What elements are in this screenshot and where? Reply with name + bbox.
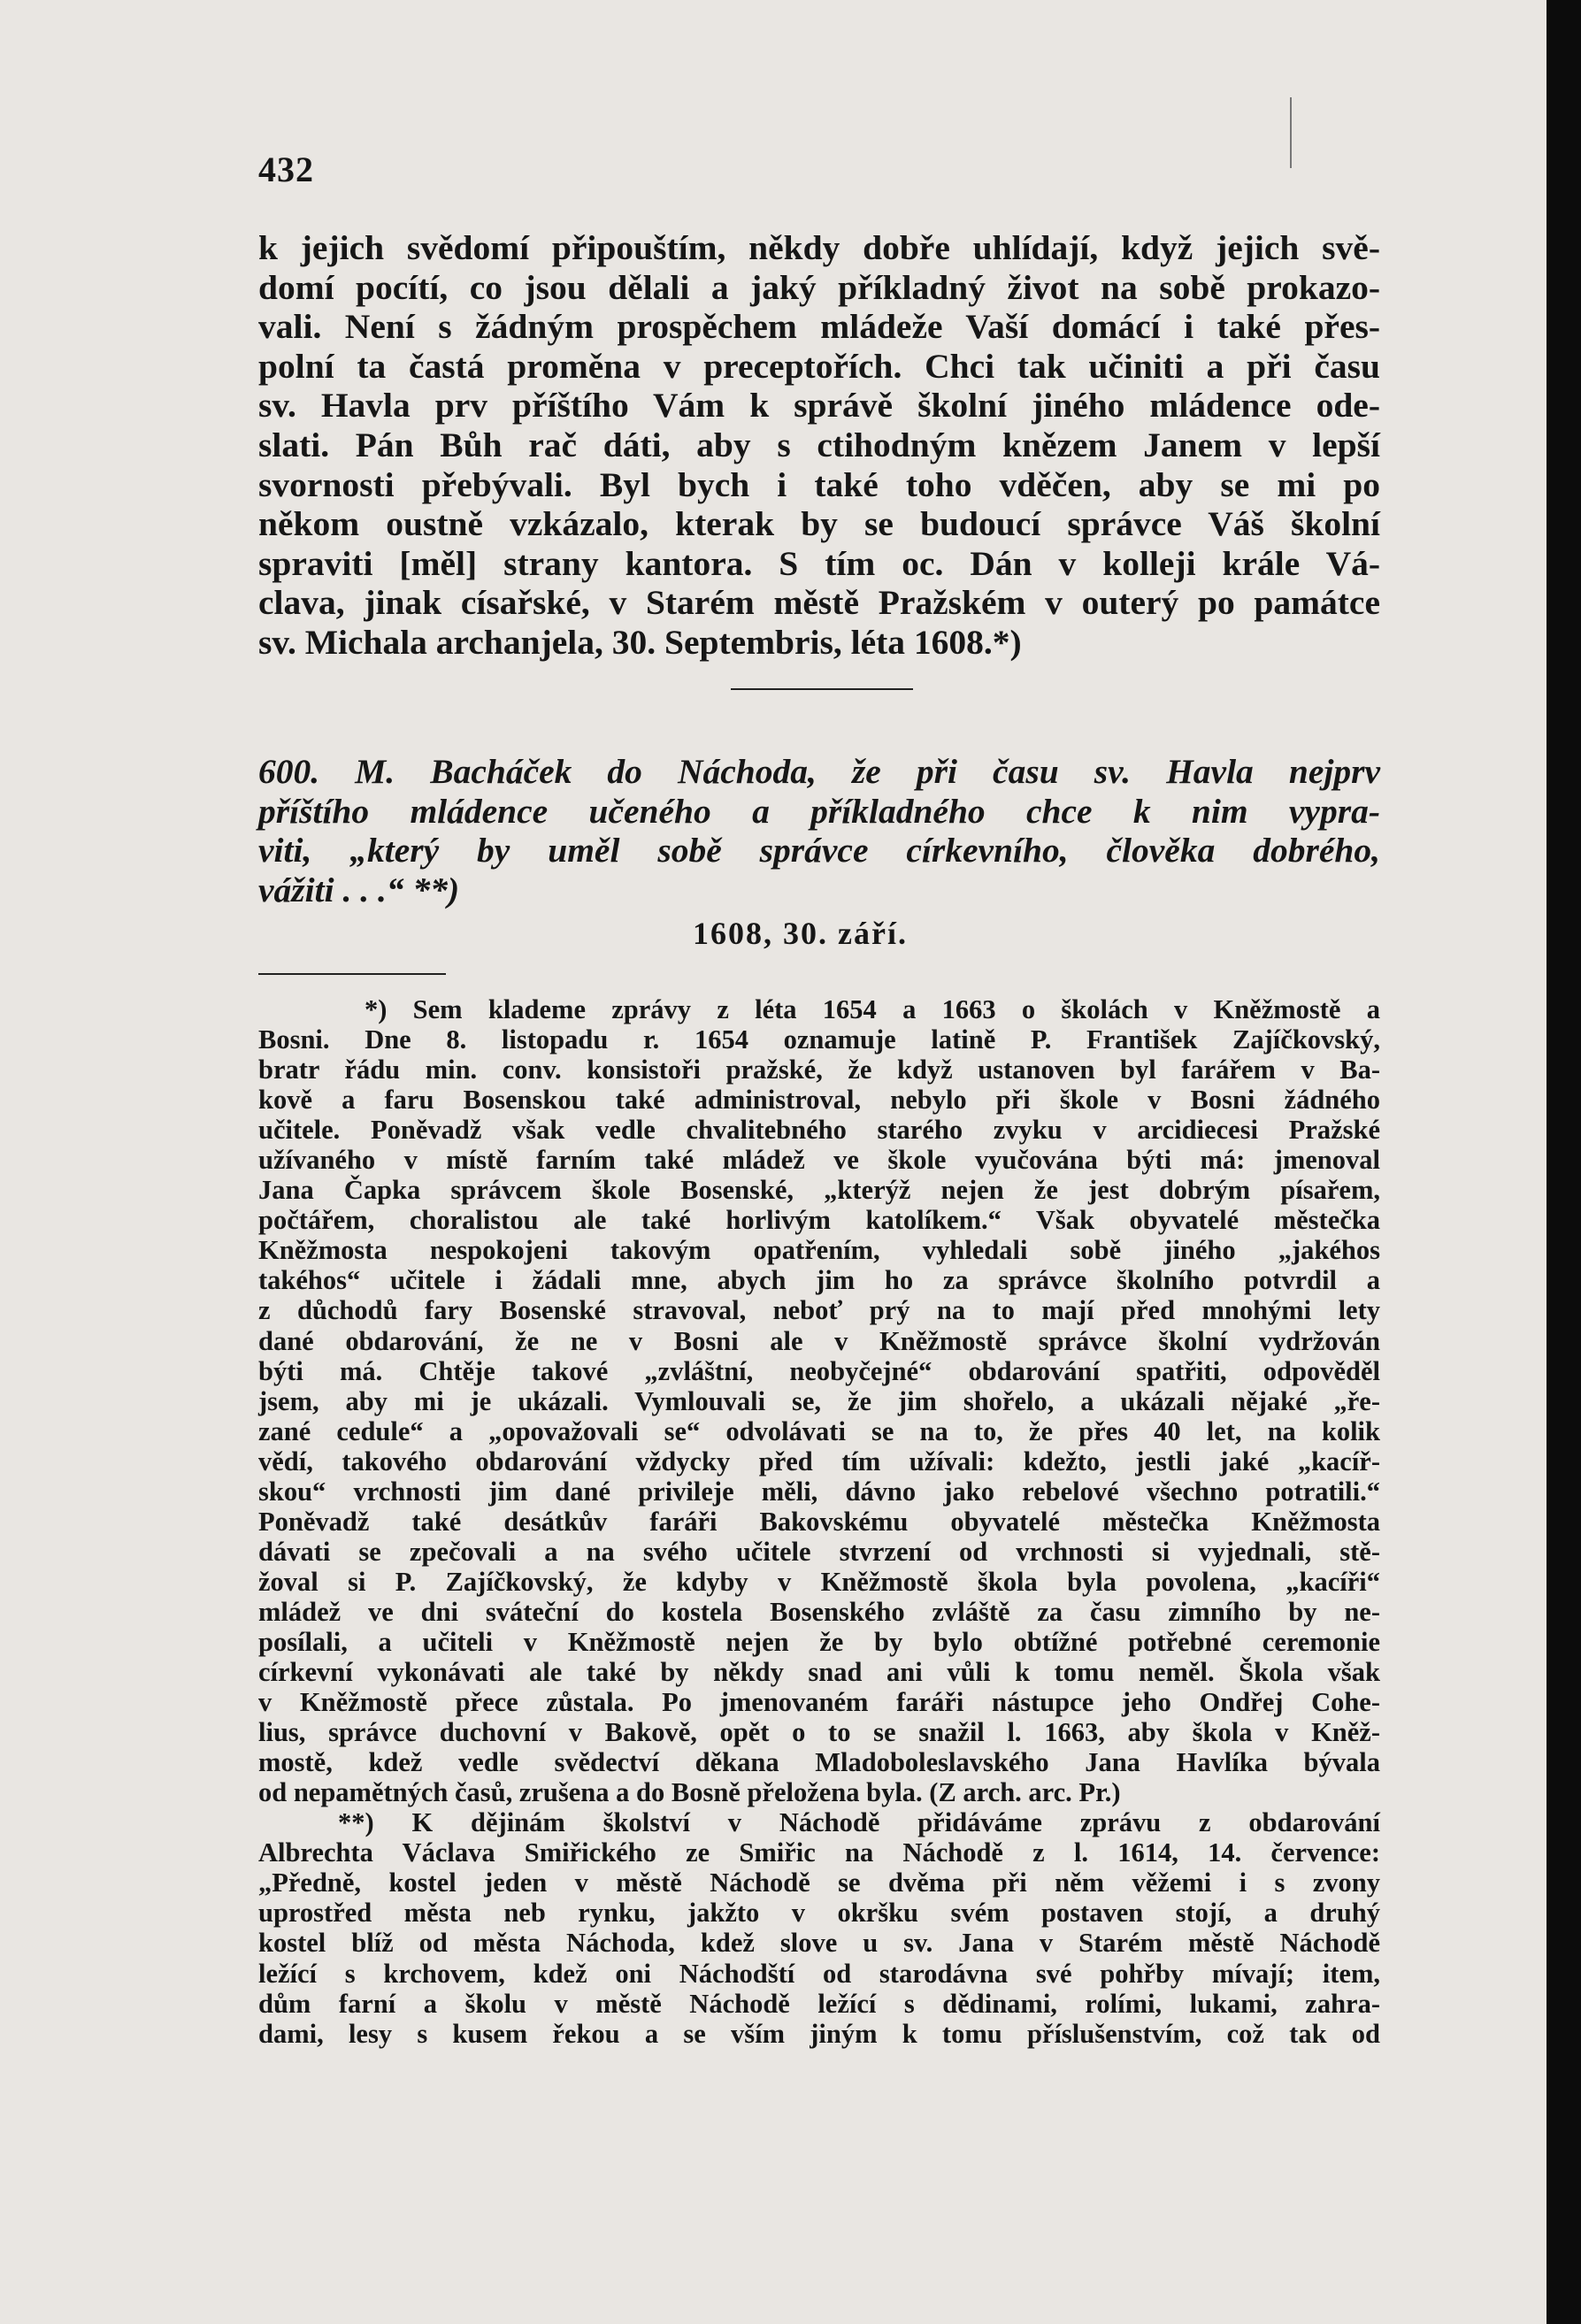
- heading-line: příštího mládence učeného a příkladného chce k nim vypra-: [258, 791, 1380, 831]
- footnote-line: dami, lesy s kusem řekou a se vším jiným k tomu příslušenstvím, což tak od: [258, 2018, 1380, 2049]
- footnote-line: kově a faru Bosenskou také administroval, nebylo při škole v Bosni žádného: [258, 1085, 1380, 1116]
- heading-line: viti, „který by uměl sobě správce církevního, člověka dobrého,: [258, 831, 1380, 871]
- footnote-line: užívaného v místě farním také mládež ve škole vyučována býti má: jmenoval: [258, 1145, 1380, 1176]
- footnote-line: počtářem, choralistou ale také horlivým katolíkem.“ Však obyvatelé městečka: [258, 1205, 1380, 1236]
- footnote-line: dávati se zpečovali a na svého učitele stvrzení od vrchnosti si vyjednali, stě-: [258, 1536, 1380, 1567]
- footnote-line: mládež ve dni sváteční do kostela Bosenského zvláště za času zimního by ne-: [258, 1596, 1380, 1627]
- footnote-line: uprostřed města neb rynku, jakžto v okršku svém postaven stojí, a druhý: [258, 1898, 1380, 1929]
- section-divider: [731, 688, 913, 690]
- body-line: k jejich svědomí připouštím, někdy dobře uhlídají, když jejich svě-: [258, 228, 1380, 267]
- footnote-line: jsem, aby mi je ukázali. Vymlouvali se, že jim shořelo, a ukázali nějaké „ře-: [258, 1385, 1380, 1416]
- footnote-line: dům farní a školu v městě Náchodě ležící s dědinami, rolími, lukami, zahra-: [258, 1988, 1380, 2019]
- footnote-line: lius, správce duchovní v Bakově, opět o to se snažil l. 1663, aby škola v Kněž-: [258, 1717, 1380, 1748]
- body-line: sv. Michala archanjela, 30. Septembris, léta 1608.*): [258, 622, 1022, 662]
- page-number: 432: [258, 150, 314, 189]
- footnote-line: Bosni. Dne 8. listopadu r. 1654 oznamuje latině P. František Zajíčkovský,: [258, 1024, 1380, 1055]
- body-line: sv. Havla prv příštího Vám k správě školní jiného mládence ode-: [258, 386, 1380, 426]
- footnote-line: skou“ vrchnosti jim dané privileje měli, dávno jako rebelové všechno potratili.“: [258, 1476, 1380, 1507]
- footnote-line: kostel blíž od města Náchoda, kdež slove u sv. Jana v Starém městě Náchodě: [258, 1928, 1380, 1959]
- footnote-line: v Kněžmostě přece zůstala. Po jmenovaném faráři nástupce jeho Ondřej Cohe-: [258, 1687, 1380, 1718]
- body-line: slati. Pán Bůh rač dáti, aby s ctihodným knězem Janem v lepší: [258, 425, 1380, 464]
- heading-line: 600. M. Bacháček do Náchoda, že při času sv. Havla nejprv: [258, 752, 1380, 791]
- footnote-line: „Předně, kostel jeden v městě Náchodě se dvěma při něm věžemi i s zvony: [258, 1868, 1380, 1898]
- body-line: domí pocítí, co jsou dělali a jaký příkladný život na sobě prokazo-: [258, 267, 1380, 307]
- footnote-line: posílali, a učiteli v Kněžmostě nejen že by bylo obtížné potřebné ceremonie: [258, 1626, 1380, 1657]
- footnote-line: býti má. Chtěje takové „zvláštní, neobyčejné“ obdarování spatřiti, odpověděl: [258, 1355, 1380, 1386]
- footnote-line: od nepamětných časů, zrušena a do Bosně přeložena byla. (Z arch. arc. Pr.): [258, 1777, 1121, 1808]
- body-line: polní ta častá proměna v preceptořích. Chci tak učiniti a při času: [258, 346, 1380, 386]
- footnote-line: církevní vykonávati ale také by někdy snad ani vůli k tomu neměl. Škola však: [258, 1657, 1380, 1688]
- footnote-line: Albrechta Václava Smiřického ze Smiřic na Náchodě z l. 1614, 14. července:: [258, 1837, 1380, 1868]
- footnote-line: učitele. Poněvadž však vedle chvalitebného starého zvyku v arcidiecesi Pražské: [258, 1115, 1380, 1146]
- body-line: někom oustně vzkázalo, kterak by se budoucí správce Váš školní: [258, 504, 1380, 544]
- footnote-line: žoval si P. Zajíčkovský, že kdyby v Kněžmostě škola byla povolena, „kacíři“: [258, 1566, 1380, 1597]
- scan-edge-shadow: [1546, 0, 1581, 2324]
- body-line: clava, jinak císařské, v Starém městě Pražském v outerý po památce: [258, 583, 1380, 623]
- footnote-line: zané cedule“ a „opovažovali se“ odvolávati se na to, že přes 40 let, na kolik: [258, 1415, 1380, 1446]
- footnote-divider: [258, 973, 446, 975]
- footnote-line: Poněvadž také desátkův faráři Bakovskému obyvatelé městečka Kněžmosta: [258, 1506, 1380, 1537]
- scan-edge-mark: [1290, 97, 1292, 168]
- body-line: vali. Není s žádným prospěchem mládeže Vaší domácí i také přes-: [258, 307, 1380, 347]
- footnote-line: mostě, kdež vedle svědectví děkana Mladoboleslavského Jana Havlíka bývala: [258, 1747, 1380, 1778]
- footnote-line: dané obdarování, že ne v Bosni ale v Kněžmostě správce školní vydržován: [258, 1325, 1380, 1356]
- body-line: svornosti přebývali. Byl bych i také toho vděčen, aby se mi po: [258, 464, 1380, 504]
- footnote-line: takéhos“ učitele i žádali mne, abych jim ho za správce školního potvrdil a: [258, 1265, 1380, 1296]
- footnote-line: **) K dějinám školství v Náchodě přidáváme zprávu z obdarování: [338, 1807, 1380, 1838]
- letter-date: 1608, 30. září.: [693, 916, 908, 951]
- footnote-line: ležící s krchovem, kdež oni Náchodští od starodávna své pohřby mívají; item,: [258, 1958, 1380, 1989]
- footnote-line: Jana Čapka správcem škole Bosenské, „kterýž nejen že jest dobrým písařem,: [258, 1175, 1380, 1206]
- footnotes: [258, 994, 1380, 2049]
- body-line: spraviti [měl] strany kantora. S tím oc. Dán v kolleji krále Vá-: [258, 543, 1380, 583]
- footnote-line: *) Sem klademe zprávy z léta 1654 a 1663 o školách v Kněžmostě a: [365, 994, 1380, 1024]
- footnote-line: vědí, takového obdarování vždycky před tím užívali: kdežto, jestli jaké „kacíř-: [258, 1446, 1380, 1476]
- footnote-line: Kněžmosta nespokojeni takovým opatřením, vyhledali sobě jiného „jakéhos: [258, 1235, 1380, 1266]
- footnote-line: z důchodů fary Bosenské stravoval, neboť prý na to mají před mnohými lety: [258, 1295, 1380, 1326]
- footnote-line: bratr řádu min. conv. konsistoři pražské, že když ustanoven byl farářem v Ba-: [258, 1055, 1380, 1085]
- letter-heading: [258, 752, 1380, 909]
- heading-line: vážiti . . .“ **): [258, 870, 460, 909]
- letter-body-text: [258, 228, 1380, 663]
